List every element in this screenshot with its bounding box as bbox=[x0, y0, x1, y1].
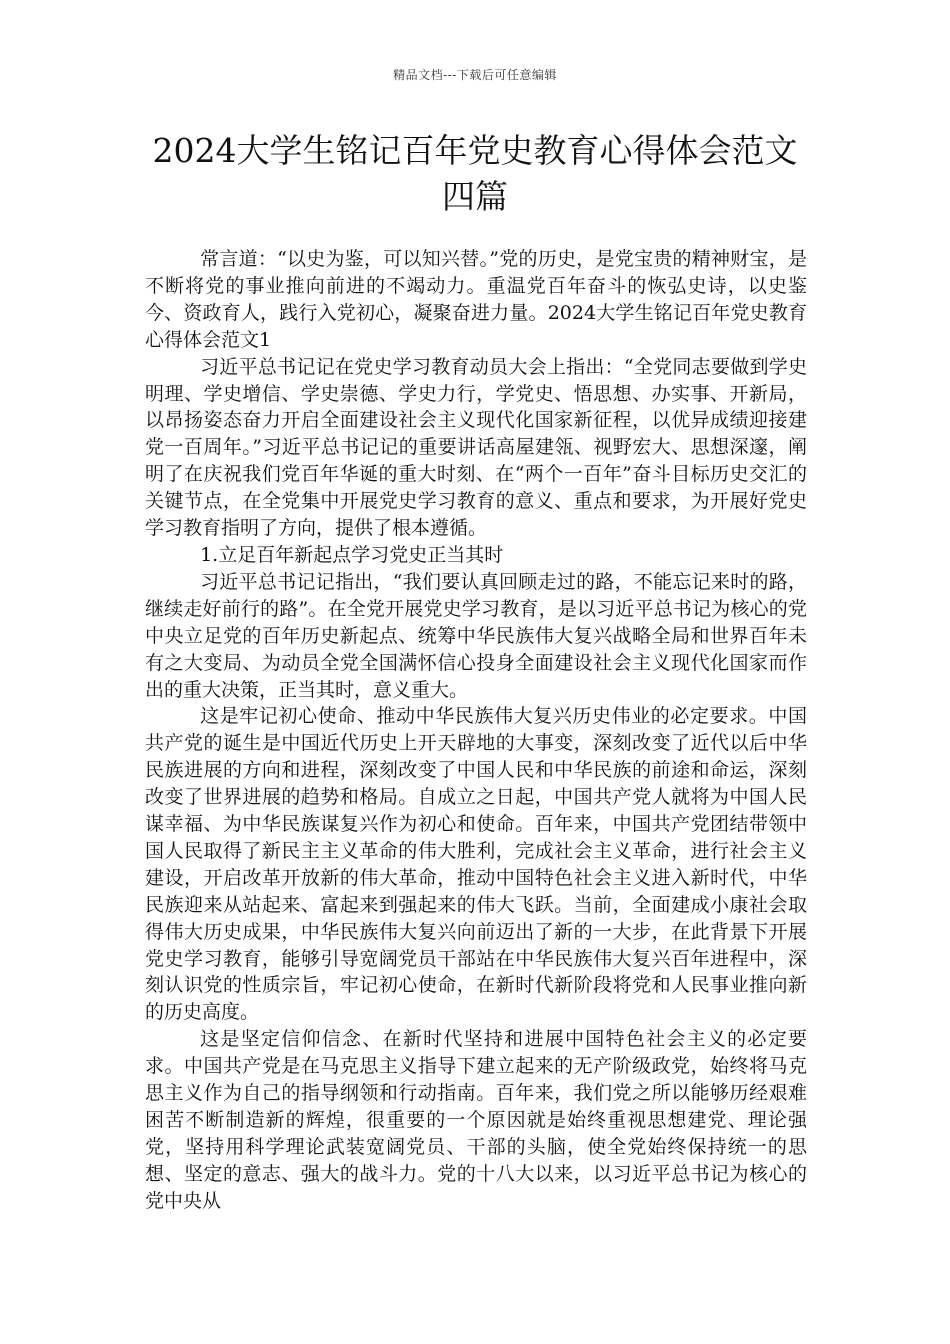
paragraph-intro: 常言道：“以史为鉴，可以知兴替。”党的历史，是党宝贵的精神财宝，是不断将党的事业推向前进的不竭动力。重温党百年奋斗的恢弘史诗，以史鉴今、资政育人，践行入党初心，凝聚奋进力量。2024大学生铭记百年党史教育心得体会范文1 bbox=[145, 248, 807, 351]
document-title: 2024大学生铭记百年党史教育心得体会范文四篇 bbox=[152, 131, 798, 216]
paragraph-mission: 这是牢记初心使命、推动中华民族伟大复兴历史伟业的必定要求。中国共产党的诞生是中国近代历史上开天辟地的大事变，深刻改变了近代以后中华民族进展的方向和进程，深刻改变了中国人民和中华民族的前途和命运，深刻改变了世界进展的趋势和格局。自成立之日起，中国共产党人就将为中国人民谋幸福、为中华民族谋复兴作为初心和使命。百年来，中国共产党团结带领中国人民取得了新民主主义革命的伟大胜利，完成社会主义革命，进行社会主义建设，开启改革开放新的伟大革命，推动中国特色社会主义进入新时代，中华民族迎来从站起来、富起来到强起来的伟大飞跃。当前，全面建成小康社会取得伟大历史成果，中华民族伟大复兴向前迈出了新的一大步，在此背景下开展党史学习教育，能够引导宽阔党员干部站在中华民族伟大复兴百年进程中，深刻认识党的性质宗旨，牢记初心使命，在新时代新阶段将党和人民事业推向新的历史高度。 bbox=[145, 705, 807, 1024]
document-body bbox=[145, 246, 807, 1215]
paragraph-speech: 习近平总书记记在党史学习教育动员大会上指出：“全党同志要做到学史明理、学史增信、学史崇德、学史力行，学党史、悟思想、办实事、开新局，以昂扬姿态奋力开启全面建设社会主义现代化国家新征程，以优异成绩迎接建党一百周年。”习近平总书记记的重要讲话高屋建瓴、视野宏大、思想深邃，阐明了在庆祝我们党百年华诞的重大时刻、在“两个一百年”奋斗目标历史交汇的关键节点，在全党集中开展党史学习教育的意义、重点和要求，为开展好党史学习教育指明了方向，提供了根本遵循。 bbox=[145, 355, 807, 540]
header-note: 精品文档---下载后可任意编辑 bbox=[393, 68, 557, 82]
section-heading-1: 1.立足百年新起点学习党史正当其时 bbox=[200, 543, 504, 566]
paragraph-new-starting-point: 习近平总书记记指出，“我们要认真回顾走过的路，不能忘记来时的路，继续走好前行的路”。在全党开展党史学习教育，是以习近平总书记为核心的党中央立足党的百年历史新起点、统筹中华民族伟大复兴战略全局和世界百年未有之大变局、为动员全党全国满怀信心投身全面建设社会主义现代化国家而作出的重大决策，正当其时，意义重大。 bbox=[145, 570, 807, 701]
paragraph-belief: 这是坚定信仰信念、在新时代坚持和进展中国特色社会主义的必定要求。中国共产党是在马克思主义指导下建立起来的无产阶级政党，始终将马克思主义作为自己的指导纲领和行动指南。百年来，我们党之所以能够历经艰难困苦不断制造新的辉煌，很重要的一个原因就是始终重视思想建党、理论强党，坚持用科学理论武装宽阔党员、干部的头脑，使全党始终保持统一的思想、坚定的意志、强大的战斗力。党的十八大以来，以习近平总书记为核心的党中央从 bbox=[145, 1028, 807, 1212]
